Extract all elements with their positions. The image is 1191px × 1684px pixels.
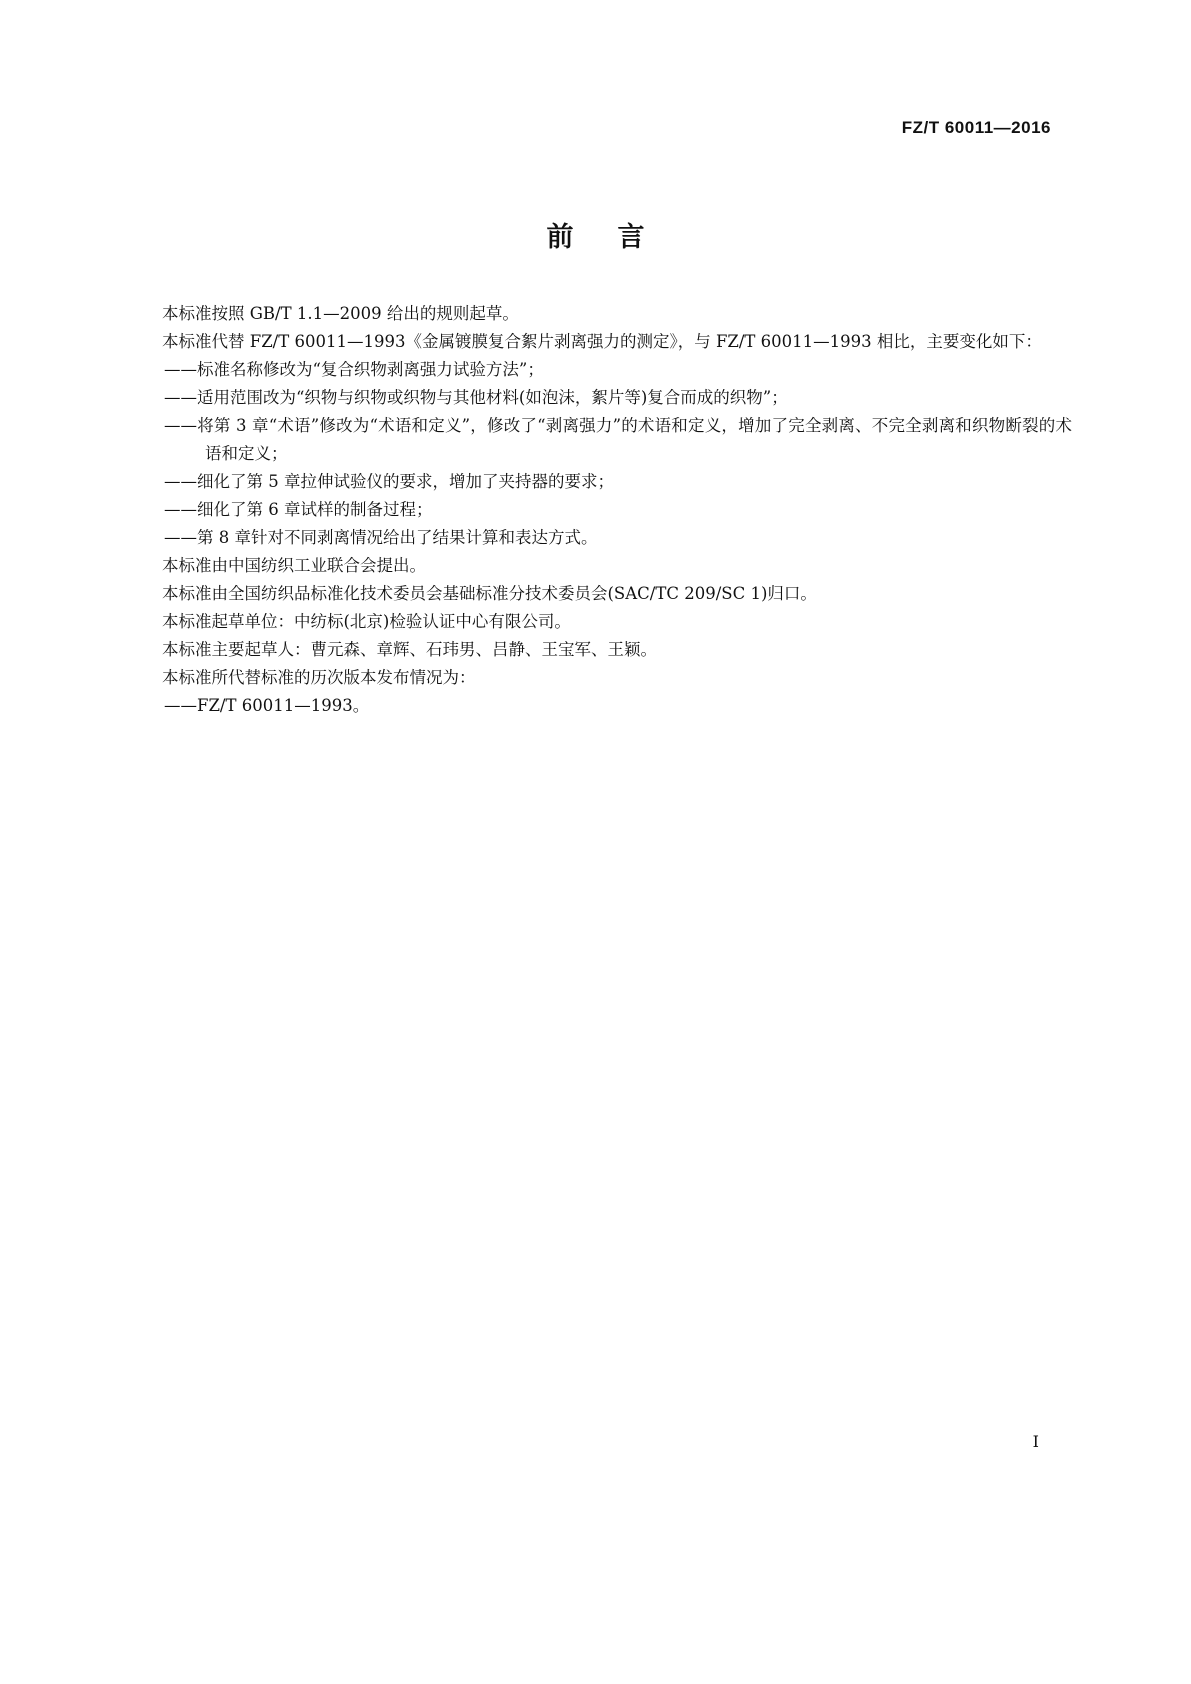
change-item-terms: ——将第 3 章“术语”修改为“术语和定义”，修改了“剥离强力”的术语和定义，增加了完全剥离、不完全剥离和织物断裂的术语和定义； bbox=[164, 416, 1072, 463]
paragraph-drafters: 本标准主要起草人：曹元森、章辉、石玮男、吕静、王宝军、王颖。 bbox=[162, 640, 657, 659]
change-item-tensile-tester: ——细化了第 5 章拉伸试验仪的要求，增加了夹持器的要求； bbox=[164, 472, 614, 491]
page-title: 前言 bbox=[546, 222, 689, 253]
foreword-body bbox=[121, 300, 1072, 720]
change-item-results: ——第 8 章针对不同剥离情况给出了结果计算和表达方式。 bbox=[164, 528, 598, 547]
standard-number: FZ/T 60011—2016 bbox=[901, 118, 1051, 137]
change-item-scope: ——适用范围改为“织物与织物或织物与其他材料(如泡沫，絮片等)复合而成的织物”； bbox=[164, 388, 788, 407]
change-item-title: ——标准名称修改为“复合织物剥离强力试验方法”； bbox=[164, 360, 544, 379]
page-number: I bbox=[1032, 1432, 1039, 1451]
paragraph-drafting-unit: 本标准起草单位：中纺标(北京)检验认证中心有限公司。 bbox=[162, 612, 571, 631]
paragraph-replacement: 本标准代替 FZ/T 60011—1993《金属镀膜复合絮片剥离强力的测定》，与 FZ/T 60011—1993 相比，主要变化如下： bbox=[162, 332, 1042, 351]
paragraph-under-jurisdiction: 本标准由全国纺织品标准化技术委员会基础标准分技术委员会(SAC/TC 209/SC 1)归口。 bbox=[162, 584, 817, 603]
change-item-specimen-prep: ——细化了第 6 章试样的制备过程； bbox=[164, 500, 433, 519]
paragraph-proposed-by: 本标准由中国纺织工业联合会提出。 bbox=[162, 556, 426, 575]
paragraph-version-history: 本标准所代替标准的历次版本发布情况为： bbox=[162, 668, 476, 687]
paragraph-drafting-rules: 本标准按照 GB/T 1.1—2009 给出的规则起草。 bbox=[162, 304, 519, 323]
previous-version-item: ——FZ/T 60011—1993。 bbox=[164, 696, 370, 715]
